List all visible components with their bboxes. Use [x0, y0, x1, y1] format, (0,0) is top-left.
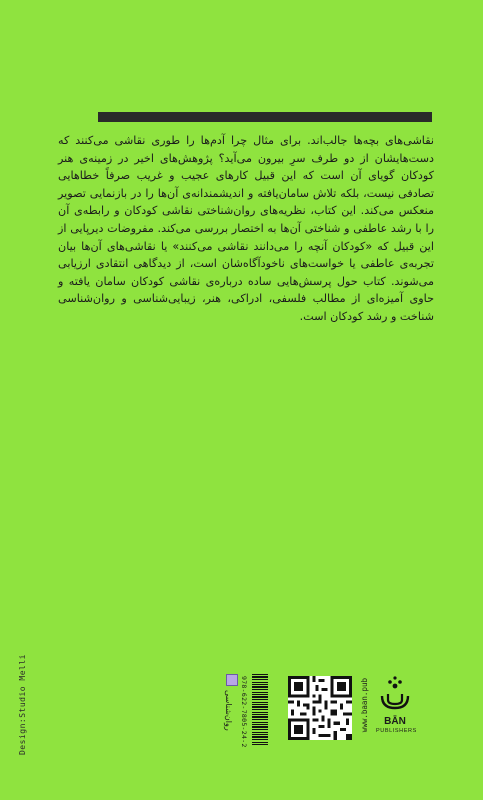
publisher-logo [376, 674, 417, 734]
imprint-block [226, 674, 416, 754]
publisher-name: BĀN [384, 716, 406, 727]
top-rule [98, 112, 432, 122]
publisher-website: www.baan.pub [360, 678, 369, 733]
design-credit: Design:Studio Melli [18, 654, 27, 756]
blurb-text: نقاشی‌های بچه‌ها جالب‌اند. برای مثال چرا آدم‌ها را طوری نقاشی می‌کنند که دست‌هایشان از دو طرف سرِ بیرون می‌آید؟ پژوهش‌های اخیر در زمینه‌ی هنر کودکان گویای آن است که این قبیل کارهای عجیب و غریب صرفاً خطاهایی تصادفی نیست، بلکه تلاش سامان‌یافته و اندیشمندانه‌ی آن‌ها را در بازنمایی تصویر منعکس می‌کند. این کتاب، نظریه‌های روان‌شناختی نقاشی کودکان و رابطه‌ی آن را با رشد عاطفی و شناختی آن‌ها به اختصار بررسی می‌کند. مفروضات دیرپایی از این قبیل که «کودکان آنچه را می‌دانند نقاشی می‌کنند» یا نقاشی‌های آن‌ها بیان تجربه‌ی عاطفی یا خواست‌های ناخودآگاه‌شان است، از دیدگاهی انتقادی ارزیابی می‌شوند. کتاب حول پرسش‌هایی ساده درباره‌ی نقاشی کودکان سامان یافته و حاوی آمیزه‌ای از مطالب فلسفی، ادراکی، هنر، زیبایی‌شناسی و روان‌شناسی شناخت و رشد کودکان است. [58, 134, 434, 323]
publisher-tagline: PUBLISHERS [376, 728, 417, 734]
publisher-logo-icon [376, 674, 414, 712]
barcode-icon [252, 674, 268, 746]
category-swatch [226, 674, 238, 686]
qr-code-icon [288, 676, 352, 740]
isbn-number: 978-622-7805-24-2 [240, 676, 248, 748]
category-label: روان‌شناسی [224, 690, 233, 731]
